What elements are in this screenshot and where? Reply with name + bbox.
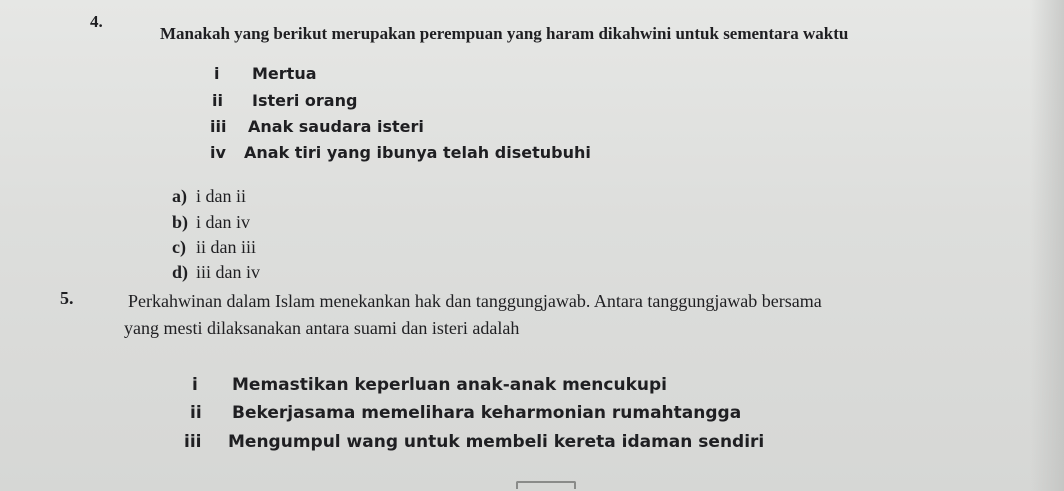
q4-option-b-letter: b) (172, 212, 189, 232)
q4-item-3-label: Anak saudara isteri (248, 117, 424, 136)
q5-item-3-label: Mengumpul wang untuk membeli kereta idaman sendiri (228, 432, 765, 452)
q4-option-b (172, 212, 250, 233)
q5-item-1-roman: i (192, 375, 198, 395)
q4-option-d (172, 262, 260, 283)
q4-item-2 (212, 91, 357, 110)
q4-item-4 (210, 143, 591, 162)
q4-option-a-text: i dan ii (196, 186, 246, 206)
q5-item-2-label: Bekerjasama memelihara keharmonian rumahtangga (232, 403, 742, 423)
question-4-text: Manakah yang berikut merupakan perempuan yang haram dikahwini untuk sementara waktu (160, 24, 849, 43)
q4-option-c-letter: c) (172, 237, 186, 257)
q4-item-2-roman: ii (212, 91, 223, 110)
q5-item-3 (184, 432, 764, 452)
question-5-line-2: yang mesti dilaksanakan antara suami dan isteri adalah (124, 318, 520, 338)
q5-item-2 (190, 403, 741, 423)
q4-item-4-label: Anak tiri yang ibunya telah disetubuhi (244, 143, 591, 162)
bottom-page-mark (516, 481, 576, 489)
q4-option-c-text: ii dan iii (196, 237, 256, 257)
question-5-line-1: Perkahwinan dalam Islam menekankan hak dan tanggungjawab. Antara tanggungjawab bersama (128, 291, 822, 311)
q4-item-1 (214, 64, 317, 83)
page-edge-shadow (1030, 0, 1064, 491)
q5-item-3-roman: iii (184, 432, 202, 452)
q4-option-a-letter: a) (172, 186, 187, 206)
q4-option-d-letter: d) (172, 262, 189, 282)
q4-item-1-roman: i (214, 64, 220, 83)
question-5-number: 5. (60, 288, 74, 308)
q4-option-b-text: i dan iv (196, 212, 250, 232)
q4-item-3-roman: iii (210, 117, 227, 136)
q5-item-2-roman: ii (190, 403, 202, 423)
question-4-number: 4. (90, 12, 103, 31)
q4-option-c (172, 237, 256, 258)
q5-item-1-label: Memastikan keperluan anak-anak mencukupi (232, 375, 667, 395)
q4-item-3 (210, 117, 424, 136)
q4-option-a (172, 186, 246, 207)
q5-item-1 (192, 375, 667, 395)
q4-item-1-label: Mertua (252, 64, 317, 83)
q4-option-d-text: iii dan iv (196, 262, 260, 282)
q4-item-2-label: Isteri orang (252, 91, 358, 110)
q4-item-4-roman: iv (210, 143, 226, 162)
